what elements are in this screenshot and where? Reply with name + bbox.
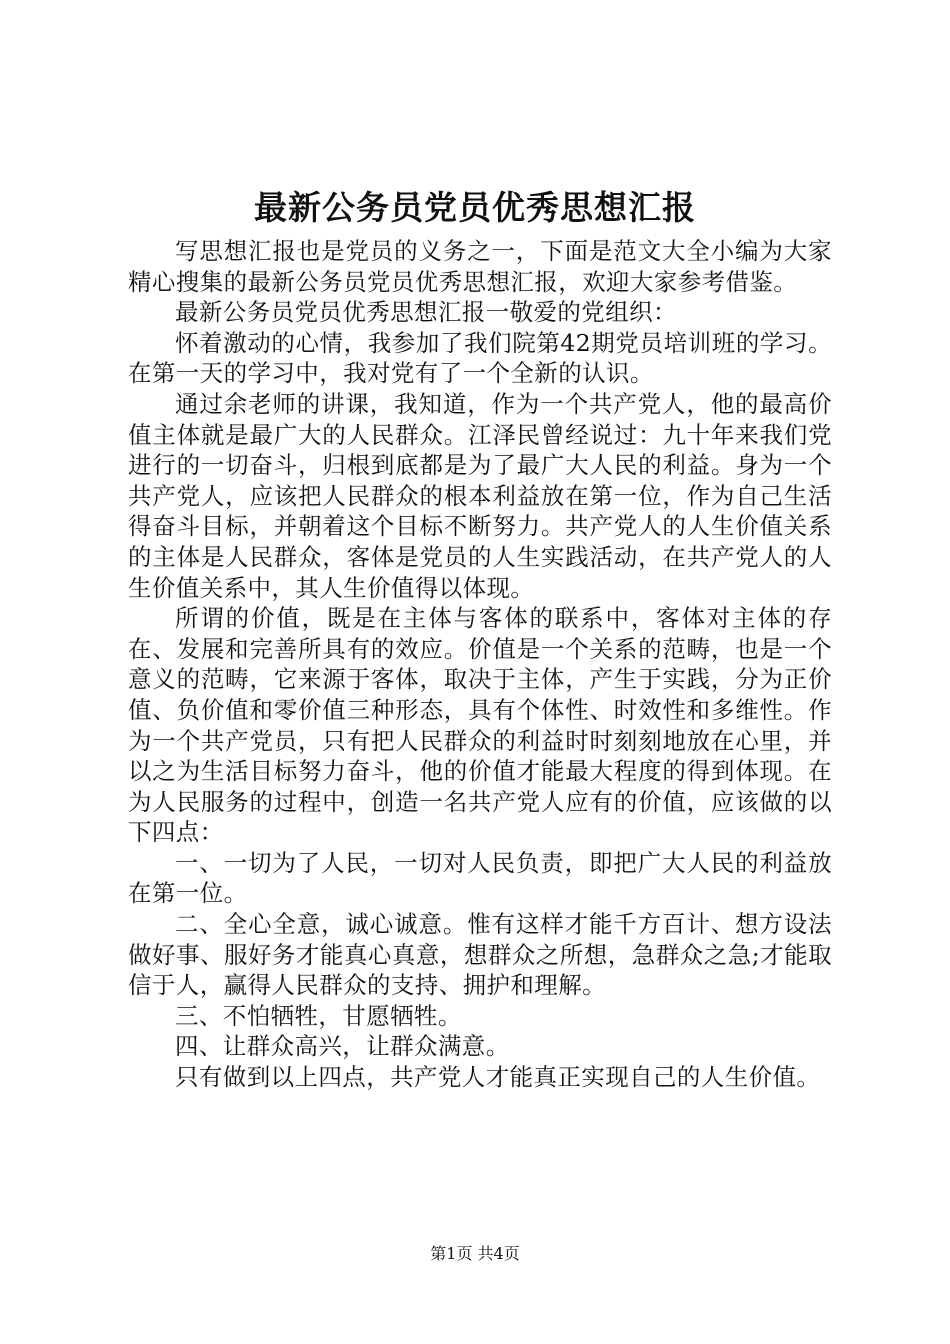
page-number-footer: 第1页 共4页: [430, 1244, 520, 1263]
paragraph: 怀着激动的心情，我参加了我们院第42期党员培训班的学习。在第一天的学习中，我对党有了一个全新的认识。: [128, 328, 832, 388]
document-body: [128, 236, 832, 1093]
document-title: 最新公务员党员优秀思想汇报: [254, 188, 696, 227]
paragraph: 最新公务员党员优秀思想汇报一敬爱的党组织：: [175, 298, 677, 327]
paragraph: 写思想汇报也是党员的义务之一，下面是范文大全小编为大家精心搜集的最新公务员党员优秀思想汇报，欢迎大家参考借鉴。: [128, 237, 832, 296]
paragraph: 所谓的价值，既是在主体与客体的联系中，客体对主体的存在、发展和完善所具有的效应。价值是一个关系的范畴，也是一个意义的范畴，它来源于客体，取决于主体，产生于实践，分为正价值、负价值和零价值三种形态，具有个体性、时效性和多维性。作为一个共产党员，只有把人民群众的利益时时刻刻地放在心里，并以之为生活目标努力奋斗，他的价值才能最大程度的得到体现。在为人民服务的过程中，创造一名共产党人应有的价值，应该做的以下四点：: [128, 604, 832, 847]
paragraph: 通过余老师的讲课，我知道，作为一个共产党人，他的最高价值主体就是最广大的人民群众。江泽民曾经说过：九十年来我们党进行的一切奋斗，归根到底都是为了最广大人民的利益。身为一个共产党人，应该把人民群众的根本利益放在第一位，作为自己生活得奋斗目标，并朝着这个目标不断努力。共产党人的人生价值关系的主体是人民群众，客体是党员的人生实践活动，在共产党人的人生价值关系中，其人生价值得以体现。: [128, 389, 832, 602]
paragraph: 四、让群众高兴，让群众满意。: [175, 1032, 510, 1061]
paragraph: 二、全心全意，诚心诚意。惟有这样才能千方百计、想方设法做好事、服好务才能真心真意，想群众之所想，急群众之急;才能取信于人，赢得人民群众的支持、拥护和理解。: [128, 910, 832, 1000]
paragraph: 三、不怕牺牲，甘愿牺牲。: [175, 1001, 462, 1030]
paragraph: 只有做到以上四点，共产党人才能真正实现自己的人生价值。: [175, 1063, 821, 1092]
paragraph: 一、一切为了人民，一切对人民负责，即把广大人民的利益放在第一位。: [128, 848, 832, 908]
